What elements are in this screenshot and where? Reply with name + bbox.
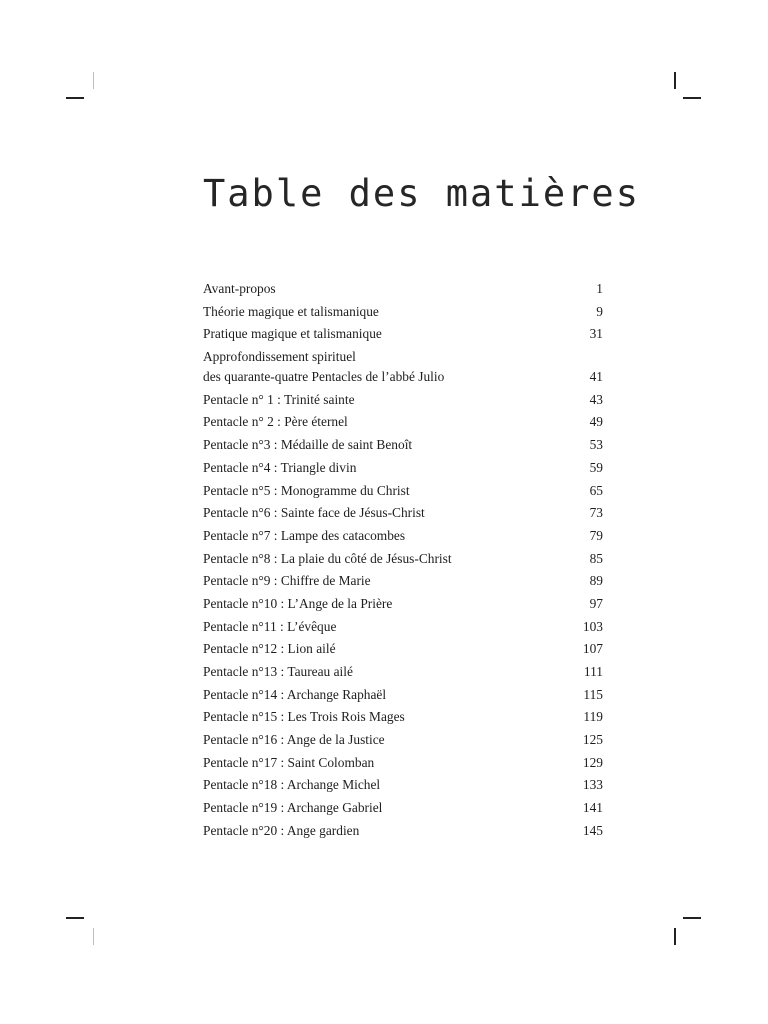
toc-entry-title: Pentacle n°11 : L’évêque bbox=[203, 618, 337, 634]
toc-entry-title: Pentacle n°3 : Médaille de saint Benoît bbox=[203, 437, 413, 453]
toc-entry-title: Pentacle n° 1 : Trinité sainte bbox=[203, 391, 355, 407]
toc-entry bbox=[203, 821, 603, 841]
crop-mark-bottom-left-horizontal bbox=[66, 917, 84, 919]
toc-entry-title: Pentacle n°8 : La plaie du côté de Jésus-Christ bbox=[203, 550, 452, 566]
toc-entry-page-number: 129 bbox=[582, 754, 603, 770]
toc-entry-page-number: 9 bbox=[596, 303, 603, 319]
toc-entry-page-number: 141 bbox=[582, 800, 603, 816]
crop-mark-top-left-horizontal bbox=[66, 97, 84, 99]
toc-entry bbox=[203, 390, 603, 410]
toc-entry-title: Pratique magique et talismanique bbox=[203, 326, 382, 342]
toc-entry bbox=[203, 347, 603, 387]
toc-entry-title: Pentacle n°10 : L’Ange de la Prière bbox=[203, 595, 393, 611]
toc-entry bbox=[203, 685, 603, 705]
toc-entry-page-number: 59 bbox=[589, 459, 603, 475]
toc-entry-title: Pentacle n°7 : Lampe des catacombes bbox=[203, 527, 406, 543]
toc-entry bbox=[203, 639, 603, 659]
toc-entry-title-block bbox=[203, 662, 353, 682]
toc-entry-title: Pentacle n°5 : Monogramme du Christ bbox=[203, 482, 410, 498]
toc-entry-page-number: 119 bbox=[583, 709, 603, 725]
toc-entry-page-number: 89 bbox=[589, 573, 603, 589]
toc-entry-title-block bbox=[203, 775, 380, 795]
toc-entry-page-number: 111 bbox=[583, 664, 603, 679]
toc-entry-page-number: 133 bbox=[582, 777, 603, 793]
toc-entry bbox=[203, 481, 603, 501]
crop-mark-bottom-left-vertical bbox=[93, 928, 94, 945]
toc-entry-title-block bbox=[203, 347, 444, 387]
toc-entry-title-block bbox=[203, 324, 382, 344]
toc-entry bbox=[203, 571, 603, 591]
crop-mark-top-left-vertical bbox=[93, 72, 94, 89]
toc-entry bbox=[203, 324, 603, 344]
toc-entry bbox=[203, 617, 603, 637]
toc-entry-title-block bbox=[203, 798, 382, 818]
toc-entry bbox=[203, 775, 603, 795]
toc-entry bbox=[203, 549, 603, 569]
toc-entry-page-number: 103 bbox=[582, 618, 603, 634]
toc-entry bbox=[203, 458, 603, 478]
toc-entry-title-block bbox=[203, 412, 348, 432]
toc-entry-title-block bbox=[203, 503, 425, 523]
toc-entry-page-number: 79 bbox=[589, 527, 603, 543]
toc-entry-title-block bbox=[203, 481, 410, 501]
toc-entry-title-block bbox=[203, 458, 356, 478]
toc-entry bbox=[203, 798, 603, 818]
toc-entry-title: Pentacle n° 2 : Père éternel bbox=[203, 414, 348, 430]
toc-entry-page-number: 73 bbox=[589, 505, 603, 521]
toc-entry-page-number: 115 bbox=[583, 686, 603, 702]
toc-entry-page-number: 145 bbox=[582, 822, 603, 838]
toc-entry-page-number: 1 bbox=[596, 281, 603, 296]
toc-entry-title-block bbox=[203, 549, 452, 569]
crop-mark-top-right-vertical bbox=[674, 72, 676, 89]
toc-entry-title: Pentacle n°4 : Triangle divin bbox=[203, 459, 357, 475]
toc-entry bbox=[203, 503, 603, 523]
toc-entry-title: Pentacle n°20 : Ange gardien bbox=[203, 822, 360, 838]
toc-entry-page-number: 65 bbox=[589, 482, 603, 498]
toc-entry-title-block bbox=[203, 435, 412, 455]
toc-entry-title-block bbox=[203, 571, 371, 591]
toc-entry-page-number: 53 bbox=[589, 437, 603, 453]
toc-entry bbox=[203, 302, 603, 322]
toc-entry bbox=[203, 526, 603, 546]
toc-entry-title: Pentacle n°18 : Archange Michel bbox=[203, 777, 381, 793]
toc-entry bbox=[203, 594, 603, 614]
toc-entry-page-number: 41 bbox=[589, 369, 603, 385]
toc-entry-page-number: 43 bbox=[589, 391, 603, 407]
toc-entry-page-number: 31 bbox=[589, 326, 603, 342]
toc-entry-title: Pentacle n°12 : Lion ailé bbox=[203, 641, 336, 657]
table-of-contents bbox=[203, 279, 603, 844]
toc-entry-title-block bbox=[203, 707, 405, 727]
crop-mark-top-right-horizontal bbox=[683, 97, 701, 99]
toc-entry-title: Pentacle n°15 : Les Trois Rois Mages bbox=[203, 709, 405, 725]
toc-entry-title: Avant-propos bbox=[203, 281, 276, 296]
toc-entry-title-block bbox=[203, 526, 405, 546]
toc-entry-title-block bbox=[203, 617, 336, 637]
toc-entry-title-continued: des quarante-quatre Pentacles de l’abbé Julio bbox=[203, 369, 445, 385]
page-title: Table des matières bbox=[203, 172, 640, 215]
toc-entry-title: Pentacle n°6 : Sainte face de Jésus-Christ bbox=[203, 505, 425, 521]
toc-entry-title: Pentacle n°9 : Chiffre de Marie bbox=[203, 573, 371, 589]
toc-entry-page-number: 97 bbox=[589, 595, 603, 611]
toc-entry-page-number: 107 bbox=[582, 641, 603, 657]
toc-entry-title-block bbox=[203, 594, 392, 614]
toc-entry-title-block bbox=[203, 685, 386, 705]
toc-entry-title: Pentacle n°17 : Saint Colomban bbox=[203, 754, 375, 770]
toc-entry bbox=[203, 435, 603, 455]
toc-entry-title: Théorie magique et talismanique bbox=[203, 303, 379, 319]
toc-entry-page-number: 125 bbox=[582, 732, 603, 748]
toc-entry bbox=[203, 662, 603, 682]
toc-entry bbox=[203, 730, 603, 750]
toc-entry-title: Pentacle n°19 : Archange Gabriel bbox=[203, 800, 383, 816]
crop-mark-bottom-right-horizontal bbox=[683, 917, 701, 919]
toc-entry-title-block bbox=[203, 279, 276, 299]
toc-entry-title-block bbox=[203, 639, 336, 659]
crop-mark-bottom-right-vertical bbox=[674, 928, 676, 945]
toc-entry-title: Pentacle n°16 : Ange de la Justice bbox=[203, 732, 385, 748]
toc-entry bbox=[203, 707, 603, 727]
toc-entry-title: Pentacle n°13 : Taureau ailé bbox=[203, 664, 353, 679]
toc-entry-title-block bbox=[203, 753, 374, 773]
toc-entry-title-block bbox=[203, 730, 385, 750]
toc-entry bbox=[203, 279, 603, 299]
toc-entry bbox=[203, 753, 603, 773]
toc-entry-title: Approfondissement spirituel bbox=[203, 349, 356, 365]
toc-entry-page-number: 85 bbox=[589, 550, 603, 566]
toc-entry-title: Pentacle n°14 : Archange Raphaël bbox=[203, 686, 387, 702]
toc-entry-page-number: 49 bbox=[589, 414, 603, 430]
toc-entry-title-block bbox=[203, 302, 379, 322]
toc-entry bbox=[203, 412, 603, 432]
toc-entry-title-block bbox=[203, 390, 355, 410]
toc-entry-title-block bbox=[203, 821, 359, 841]
